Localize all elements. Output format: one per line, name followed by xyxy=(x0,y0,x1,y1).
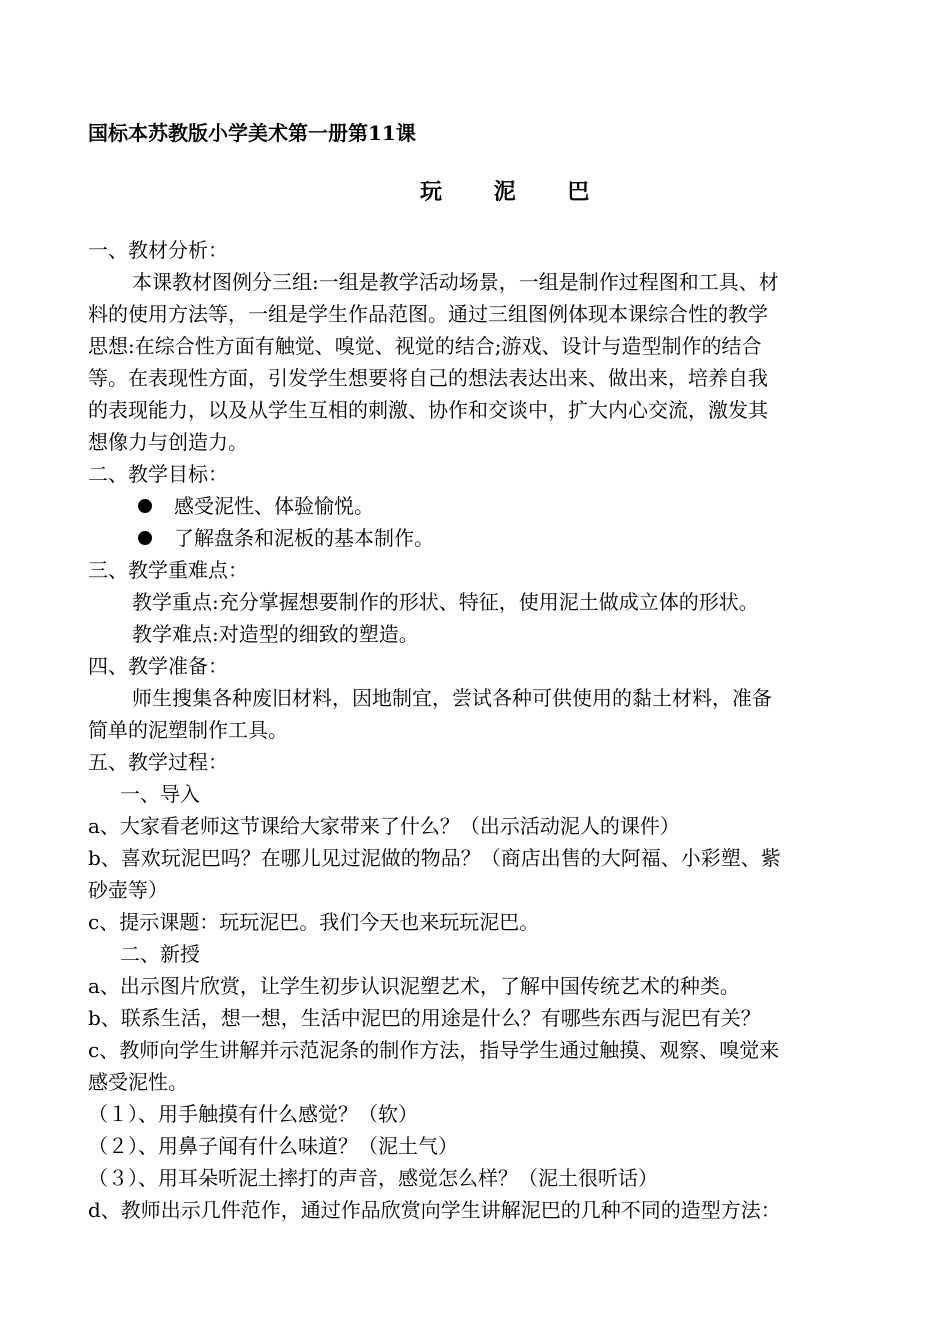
paragraph-line: c、提示课题：玩玩泥巴。我们今天也来玩玩泥巴。 xyxy=(88,910,540,934)
course-heading: 国标本苏教版小学美术第一册第11课 xyxy=(88,121,416,145)
paragraph-line: 的表现能力，以及从学生互相的刺激、协作和交谈中，扩大内心交流，激发其 xyxy=(88,398,768,422)
paragraph-line: 想像力与创造力。 xyxy=(88,430,248,454)
paragraph-line: d、教师出示几件范作，通过作品欣赏向学生讲解泥巴的几种不同的造型方法： xyxy=(88,1198,781,1222)
paragraph-line: b、联系生活，想一想，生活中泥巴的用途是什么？有哪些东西与泥巴有关？ xyxy=(88,1006,761,1030)
section-heading: 五、教学过程： xyxy=(88,750,228,774)
paragraph-line: 本课教材图例分三组:一组是教学活动场景，一组是制作过程图和工具、材 xyxy=(132,270,779,294)
paragraph-line: a、出示图片欣赏，让学生初步认识泥塑艺术，了解中国传统艺术的种类。 xyxy=(88,974,740,998)
section-heading: 二、教学目标： xyxy=(88,462,228,486)
paragraph-line: 等。在表现性方面，引发学生想要将自己的想法表达出来、做出来，培养自我 xyxy=(88,366,768,390)
subsection-heading: 二、新授 xyxy=(120,942,200,966)
bullet-text: 感受泥性、体验愉悦。 xyxy=(174,494,374,518)
paragraph-line: （１）、用手触摸有什么感觉？（软） xyxy=(88,1102,418,1126)
bullet-item xyxy=(138,491,374,521)
bullet-item xyxy=(138,523,434,553)
paragraph-line: a、大家看老师这节课给大家带来了什么？（出示活动泥人的课件） xyxy=(88,814,680,838)
paragraph-line: 教学难点:对造型的细致的塑造。 xyxy=(132,622,419,646)
bullet-icon xyxy=(138,499,152,513)
section-heading: 一、教材分析： xyxy=(88,238,228,262)
paragraph-line: （３）、用耳朵听泥土摔打的声音，感觉怎么样？（泥土很听话） xyxy=(88,1166,658,1190)
section-heading: 四、教学准备： xyxy=(88,654,228,678)
paragraph-line: c、教师向学生讲解并示范泥条的制作方法，指导学生通过触摸、观察、嗅觉来 xyxy=(88,1038,780,1062)
paragraph-line: 师生搜集各种废旧材料，因地制宜，尝试各种可供使用的黏土材料，准备 xyxy=(132,686,772,710)
bullet-icon xyxy=(138,531,152,545)
paragraph-line: 料的使用方法等，一组是学生作品范图。通过三组图例体现本课综合性的教学 xyxy=(88,302,768,326)
paragraph-line: （２）、用鼻子闻有什么味道？（泥土气） xyxy=(88,1134,458,1158)
paragraph-line: 简单的泥塑制作工具。 xyxy=(88,718,288,742)
paragraph-line: 砂壶等） xyxy=(88,878,168,902)
paragraph-line: b、喜欢玩泥巴吗？在哪儿见过泥做的物品？（商店出售的大阿福、小彩塑、紫 xyxy=(88,846,781,870)
paragraph-line: 教学重点:充分掌握想要制作的形状、特征，使用泥土做成立体的形状。 xyxy=(132,590,759,614)
paragraph-line: 感受泥性。 xyxy=(88,1070,188,1094)
section-heading: 三、教学重难点： xyxy=(88,558,248,582)
paragraph-line: 思想:在综合性方面有触觉、嗅觉、视觉的结合;游戏、设计与造型制作的结合 xyxy=(88,334,762,358)
lesson-title: 玩 泥 巴 xyxy=(420,179,612,205)
bullet-text: 了解盘条和泥板的基本制作。 xyxy=(174,526,434,550)
subsection-heading: 一、导入 xyxy=(120,782,200,806)
